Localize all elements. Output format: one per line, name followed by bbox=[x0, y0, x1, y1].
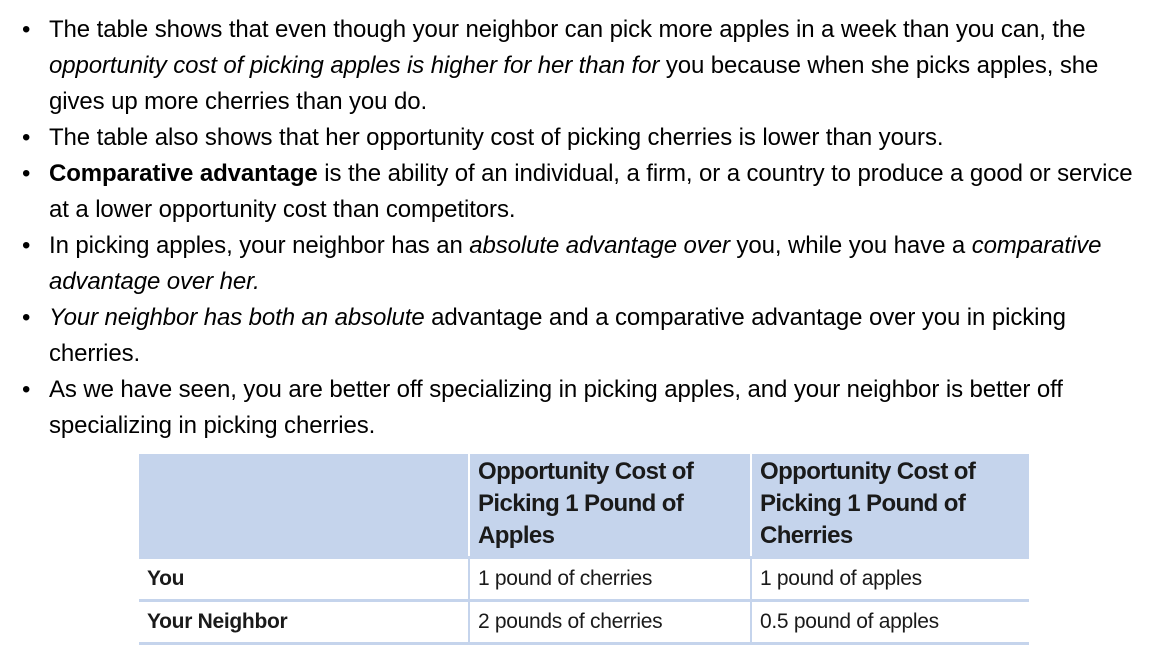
bullet-item bbox=[22, 228, 1147, 300]
header-cherries: Opportunity Cost of Picking 1 Pound of Cherries bbox=[751, 454, 1029, 558]
bullet-dot: • bbox=[22, 16, 31, 43]
bullet-text-5a: As we have seen, you are better off specializing in picking apples, and your neighbor is better off specializing in picking cherries. bbox=[49, 376, 1063, 439]
row-label: You bbox=[139, 558, 469, 601]
bullet-dot: • bbox=[22, 160, 31, 187]
bullet-item bbox=[22, 300, 1147, 372]
bullet-text-2b: is the ability of an individual, a firm, or a country to produce a good or service at a lower opportunity cost than competitors. bbox=[49, 160, 1133, 223]
bullet-item bbox=[22, 12, 1147, 120]
bullet-item bbox=[22, 156, 1147, 228]
bullet-text-3b: absolute advantage over bbox=[469, 232, 730, 259]
table-row bbox=[139, 601, 1029, 644]
bullet-dot: • bbox=[22, 304, 31, 331]
opportunity-cost-table-wrapper bbox=[139, 454, 1029, 645]
bullet-text-0b: opportunity cost of picking apples is higher for her than for bbox=[49, 52, 660, 79]
bullet-dot: • bbox=[22, 124, 31, 151]
bullet-text-2a: Comparative advantage bbox=[49, 160, 318, 187]
bullet-text-0a: The table shows that even though your neighbor can pick more apples in a week than you can, the bbox=[49, 16, 1086, 43]
table-row bbox=[139, 558, 1029, 601]
bullet-text-4b: advantage and a comparative advantage over you in picking cherries. bbox=[49, 304, 1066, 367]
bullet-item bbox=[22, 120, 1147, 156]
cell-apples-cost: 2 pounds of cherries bbox=[469, 601, 751, 644]
cell-apples-cost: 1 pound of cherries bbox=[469, 558, 751, 601]
cell-cherries-cost: 0.5 pound of apples bbox=[751, 601, 1029, 644]
bullet-dot: • bbox=[22, 232, 31, 259]
header-empty bbox=[139, 454, 469, 558]
bullet-text-0c: you because when she picks apples, she gives up more cherries than you do. bbox=[49, 52, 1099, 115]
header-apples: Opportunity Cost of Picking 1 Pound of Apples bbox=[469, 454, 751, 558]
cell-cherries-cost: 1 pound of apples bbox=[751, 558, 1029, 601]
bullet-item bbox=[22, 372, 1147, 444]
bullet-text-3a: In picking apples, your neighbor has an bbox=[49, 232, 470, 259]
bullet-dot: • bbox=[22, 376, 31, 403]
table-header-row bbox=[139, 454, 1029, 558]
bullet-text-3c: you, while you have a bbox=[729, 232, 972, 259]
bullet-text-3d: comparative advantage over her. bbox=[49, 232, 1102, 295]
bullet-text-4a: Your neighbor has both an absolute bbox=[49, 304, 425, 331]
row-label: Your Neighbor bbox=[139, 601, 469, 644]
bullet-text-1a: The table also shows that her opportunity cost of picking cherries is lower than yours. bbox=[49, 124, 944, 151]
opportunity-cost-table bbox=[139, 454, 1029, 645]
bullet-list bbox=[22, 12, 1147, 444]
